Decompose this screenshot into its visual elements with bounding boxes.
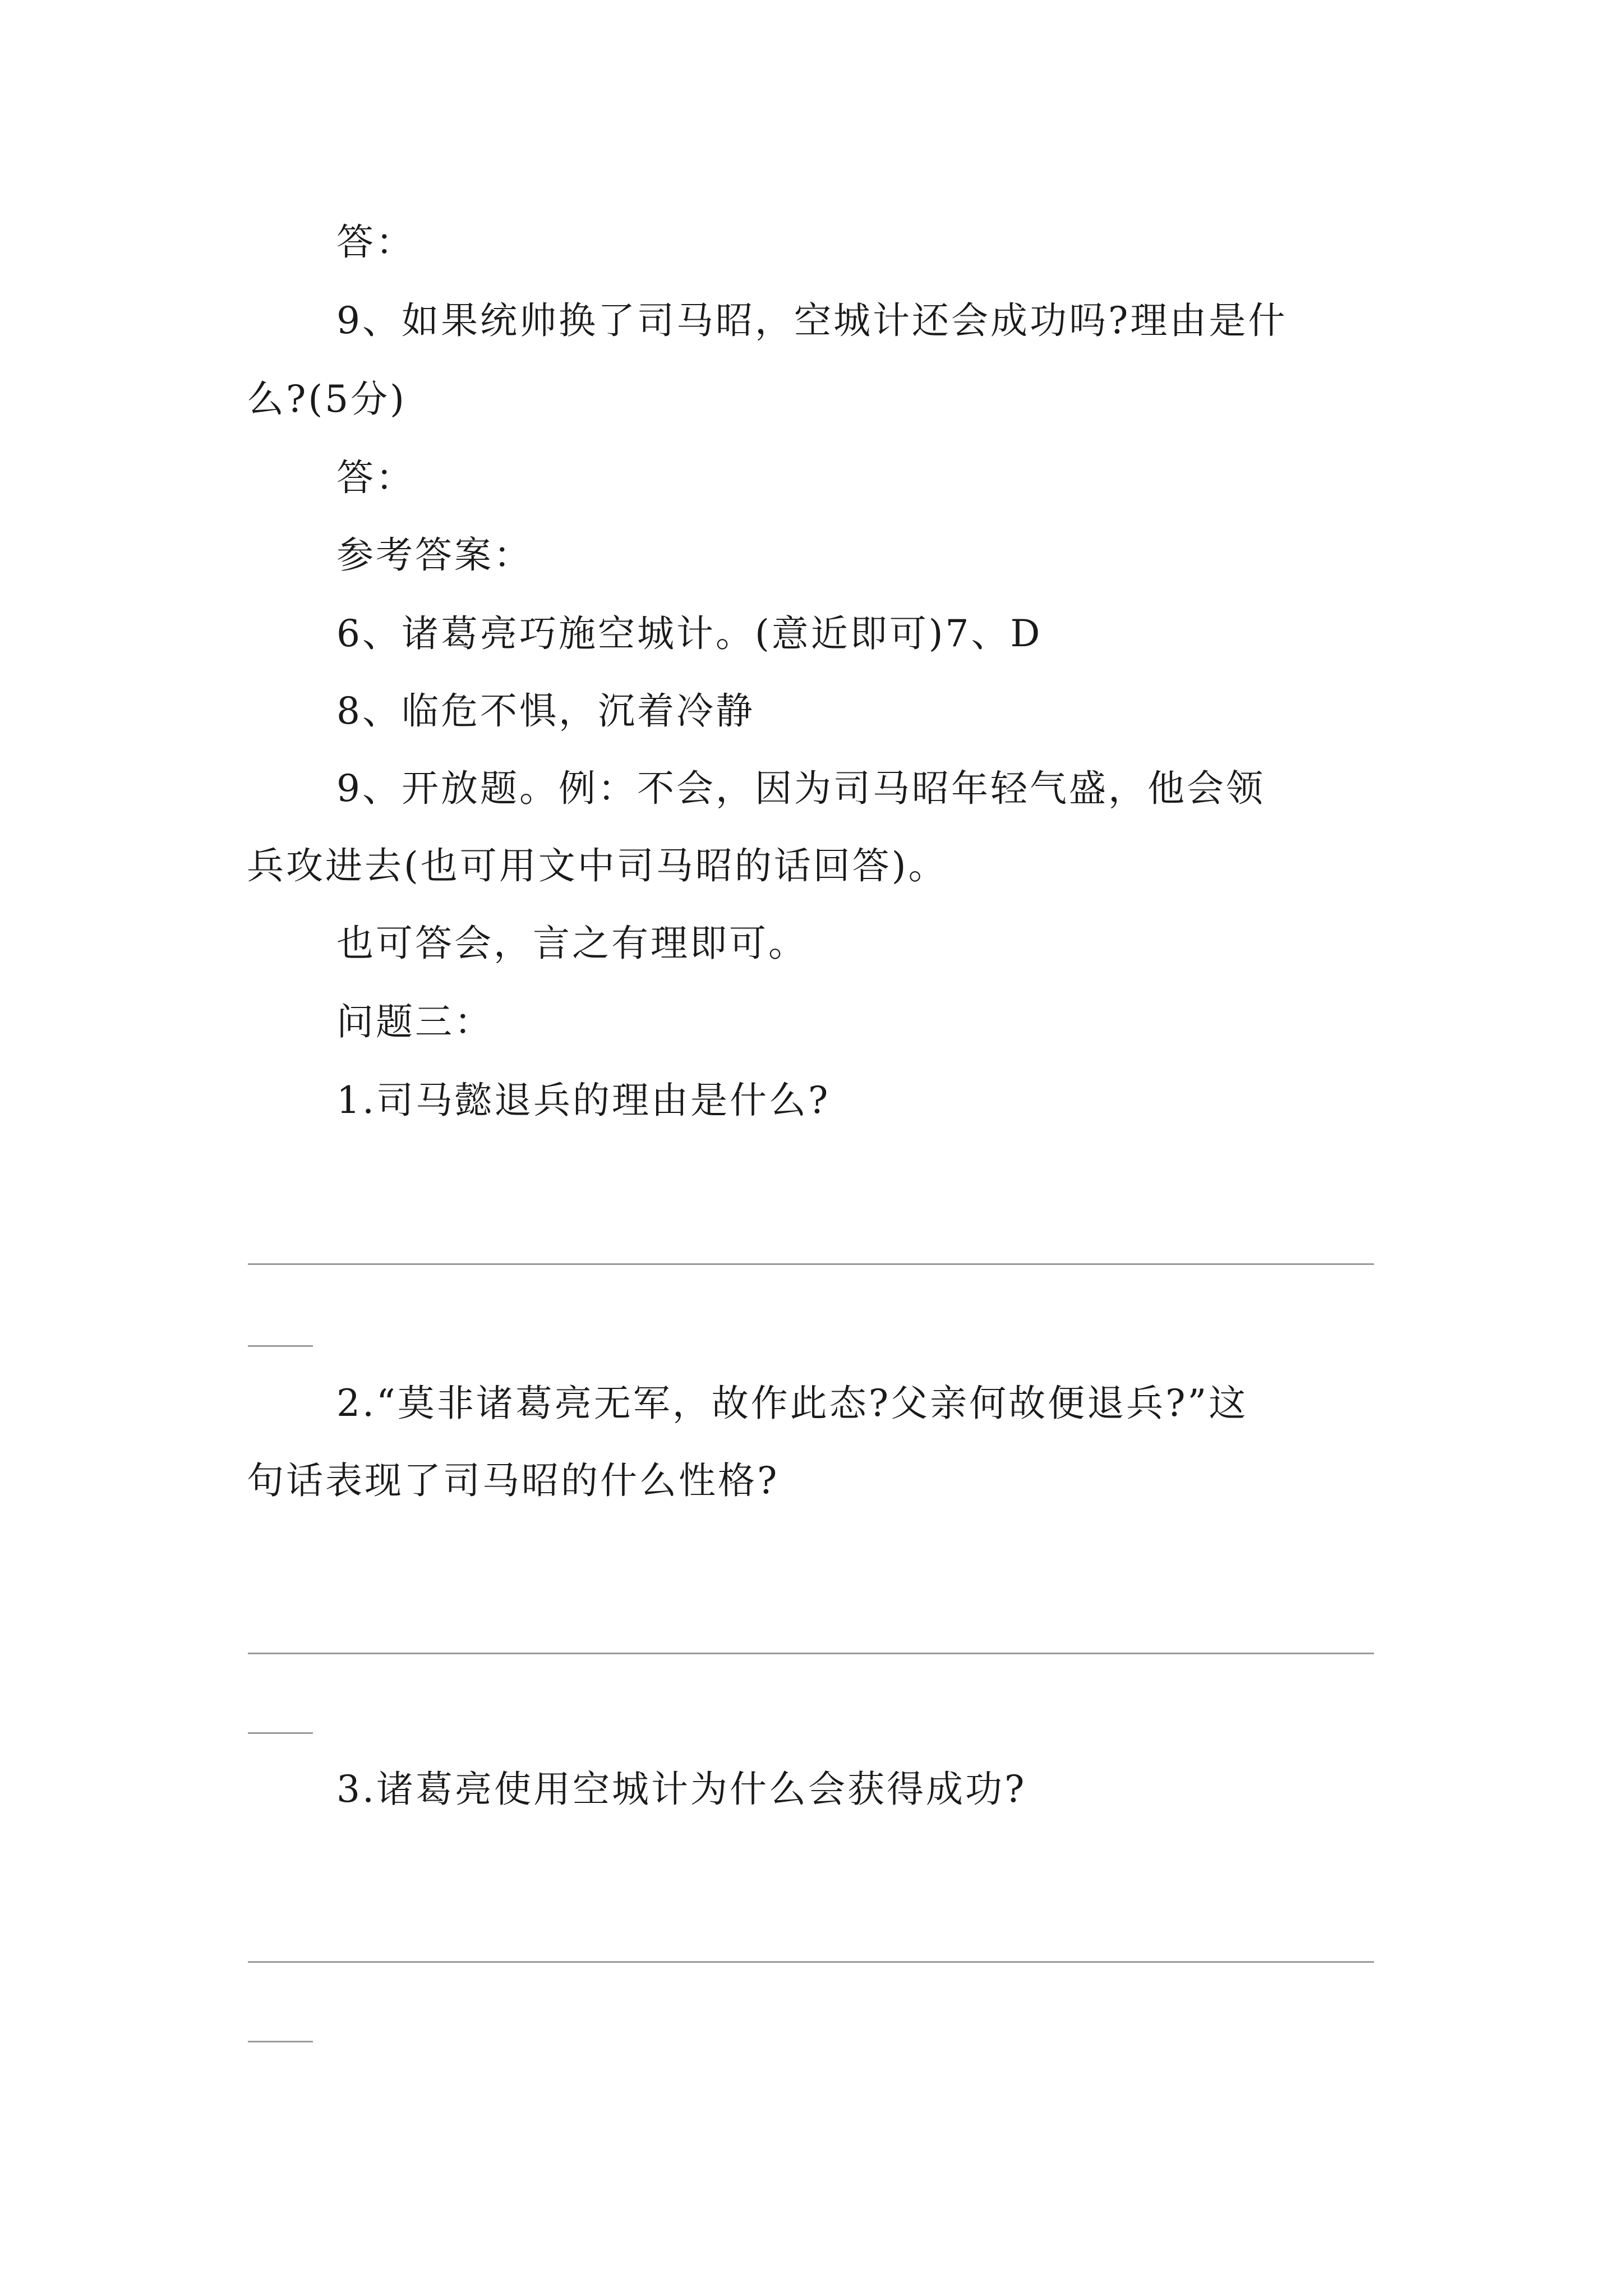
question-9-line-1: 9、如果统帅换了司马昭，空城计还会成功吗?理由是什 xyxy=(336,299,1288,342)
answer-blank-line-3-end xyxy=(248,2041,313,2042)
answer-blank-line-1-end xyxy=(248,1345,313,1347)
answer-label-2: 答： xyxy=(336,456,415,499)
answer-blank-line-3 xyxy=(248,1961,1374,1963)
answer-9-alt: 也可答会，言之有理即可。 xyxy=(336,922,808,965)
answer-blank-line-2 xyxy=(248,1653,1374,1654)
section-3-heading: 问题三： xyxy=(336,1000,494,1043)
answer-blank-line-1 xyxy=(248,1263,1374,1265)
answer-label-1: 答： xyxy=(336,220,415,264)
reference-answers-heading: 参考答案： xyxy=(336,533,533,577)
question-9-line-2: 么?(5分) xyxy=(247,378,407,421)
section-3-question-2-line-2: 句话表现了司马昭的什么性格? xyxy=(247,1459,780,1502)
answer-6-7: 6、诸葛亮巧施空城计。(意近即可)7、D xyxy=(336,612,1043,655)
answer-9-line-2: 兵攻进去(也可用文中司马昭的话回答)。 xyxy=(247,844,948,887)
answer-9-line-1: 9、开放题。例：不会，因为司马昭年轻气盛，他会领 xyxy=(336,767,1265,810)
section-3-question-2-line-1: 2.“莫非诸葛亮无军，故作此态?父亲何故便退兵?”这 xyxy=(336,1382,1248,1425)
section-3-question-3: 3.诸葛亮使用空城计为什么会获得成功? xyxy=(336,1768,1027,1811)
answer-blank-line-2-end xyxy=(248,1732,313,1734)
section-3-question-1: 1.司马懿退兵的理由是什么? xyxy=(336,1079,831,1122)
answer-8: 8、临危不惧，沉着冷静 xyxy=(336,689,755,733)
